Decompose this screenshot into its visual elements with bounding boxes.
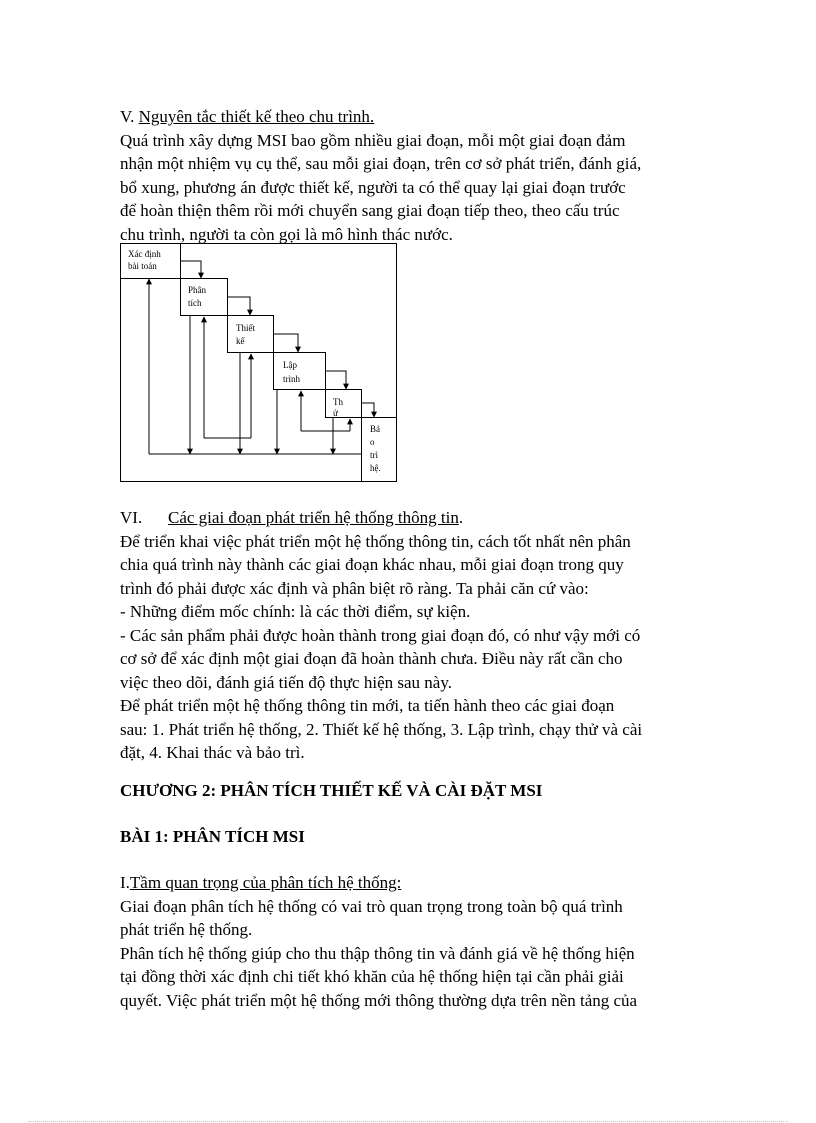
paragraph-line: quyết. Việc phát triển một hệ thống mới thông thường dựa trên nền tảng của xyxy=(120,990,638,1010)
stage-label: Xác định xyxy=(128,249,161,259)
paragraph-line: nhận một nhiệm vụ cụ thể, sau mỗi giai đoạn, trên cơ sở phát triển, đánh giá, xyxy=(120,154,642,173)
stage-box xyxy=(326,390,362,418)
paragraph-line: tại đồng thời xác định chi tiết khó khăn của hệ thống hiện tại cần phải giải xyxy=(120,967,624,986)
stage-label: ử xyxy=(333,408,338,418)
paragraph-line: Quá trình xây dựng MSI bao gồm nhiều giai đoạn, mỗi một giai đoạn đảm xyxy=(120,130,626,150)
stage-label: o xyxy=(370,437,375,447)
waterfall-diagram xyxy=(120,243,400,485)
paragraph-line: Phân tích hệ thống giúp cho thu thập thông tin và đánh giá về hệ thống hiện xyxy=(120,943,635,963)
section-i-number: I. xyxy=(120,873,130,892)
section-i-heading xyxy=(120,871,710,895)
section-i-title: Tầm quan trọng của phân tích hệ thống: xyxy=(129,873,402,892)
section-v-title: Nguyên tắc thiết kế theo chu trình. xyxy=(138,107,375,126)
stage-label: tích xyxy=(188,298,202,308)
stage-label: Phân xyxy=(188,285,206,295)
paragraph-line: cơ sở để xác định một giai đoạn đã hoàn thành chưa. Điều này rất cần cho xyxy=(120,649,623,668)
stage-label: bài toán xyxy=(128,261,157,271)
stage-label: Th xyxy=(333,397,343,407)
section-i xyxy=(120,871,710,1012)
paragraph-line: Giai đoạn phân tích hệ thống có vai trò quan trọng trong toàn bộ quá trình xyxy=(120,896,623,916)
section-vi-heading: VI. Các giai đoạn phát triển hệ thống thông tin. xyxy=(120,506,710,530)
forward-arrow xyxy=(326,371,346,389)
forward-arrow xyxy=(274,334,298,352)
paragraph-line: phát triển hệ thống. xyxy=(120,920,253,939)
forward-arrow xyxy=(228,297,250,315)
paragraph-line: bổ xung, phương án được thiết kế, người ta có thể quay lại giai đoạn trước xyxy=(120,177,626,197)
diagram-frame xyxy=(121,244,397,482)
paragraph-line: sau: 1. Phát triển hệ thống, 2. Thiết kế hệ thống, 3. Lập trình, chạy thử và cài xyxy=(120,719,643,739)
paragraph-line: trình đó phải được xác định và phân biệt rõ ràng. Ta phải căn cứ vào: xyxy=(120,578,589,598)
forward-arrow xyxy=(181,261,201,278)
stage-label: Lập xyxy=(283,360,297,370)
section-v xyxy=(120,105,710,246)
paragraph-line: - Các sản phẩm phải được hoàn thành trong giai đoạn đó, có như vậy mới có xyxy=(120,625,641,645)
paragraph-line: việc theo dõi, đánh giá tiến độ thực hiện sau này. xyxy=(120,672,452,692)
lesson-title: BÀI 1: PHÂN TÍCH MSI xyxy=(120,827,305,846)
paragraph-line: chu trình, người ta còn gọi là mô hình thác nước. xyxy=(120,224,453,244)
stage-box xyxy=(228,316,274,353)
chapter-title: CHƯƠNG 2: PHÂN TÍCH THIẾT KẾ VÀ CÀI ĐẶT MSI xyxy=(120,781,543,800)
stage-label: trì xyxy=(370,450,378,460)
section-v-number: V. xyxy=(120,107,135,126)
page-bottom-rule xyxy=(28,1121,788,1122)
stage-label: trình xyxy=(283,374,300,384)
forward-arrow xyxy=(362,403,374,417)
paragraph-line: - Những điểm mốc chính: là các thời điểm, sự kiện. xyxy=(120,602,471,621)
stage-label: kế xyxy=(236,336,245,346)
stage-label: hệ. xyxy=(370,463,381,473)
section-vi xyxy=(120,506,710,765)
stage-label: Thiết xyxy=(236,323,255,333)
stage-label: Bả xyxy=(370,424,380,434)
paragraph-line: đặt, 4. Khai thác và bảo trì. xyxy=(120,743,305,762)
paragraph-line: Để phát triển một hệ thống thông tin mới, ta tiến hành theo các giai đoạn xyxy=(120,696,615,715)
paragraph-line: Để triển khai việc phát triển một hệ thống thông tin, cách tốt nhất nên phân xyxy=(120,531,631,551)
section-vi-number: VI. xyxy=(120,508,143,527)
paragraph-line: để hoàn thiện thêm rồi mới chuyển sang giai đoạn tiếp theo, theo cấu trúc xyxy=(120,201,620,220)
section-vi-title: Các giai đoạn phát triển hệ thống thông tin xyxy=(168,508,459,527)
paragraph-line: chia quá trình này thành các giai đoạn khác nhau, mỗi giai đoạn trong quy xyxy=(120,555,624,574)
section-v-heading xyxy=(120,105,710,129)
